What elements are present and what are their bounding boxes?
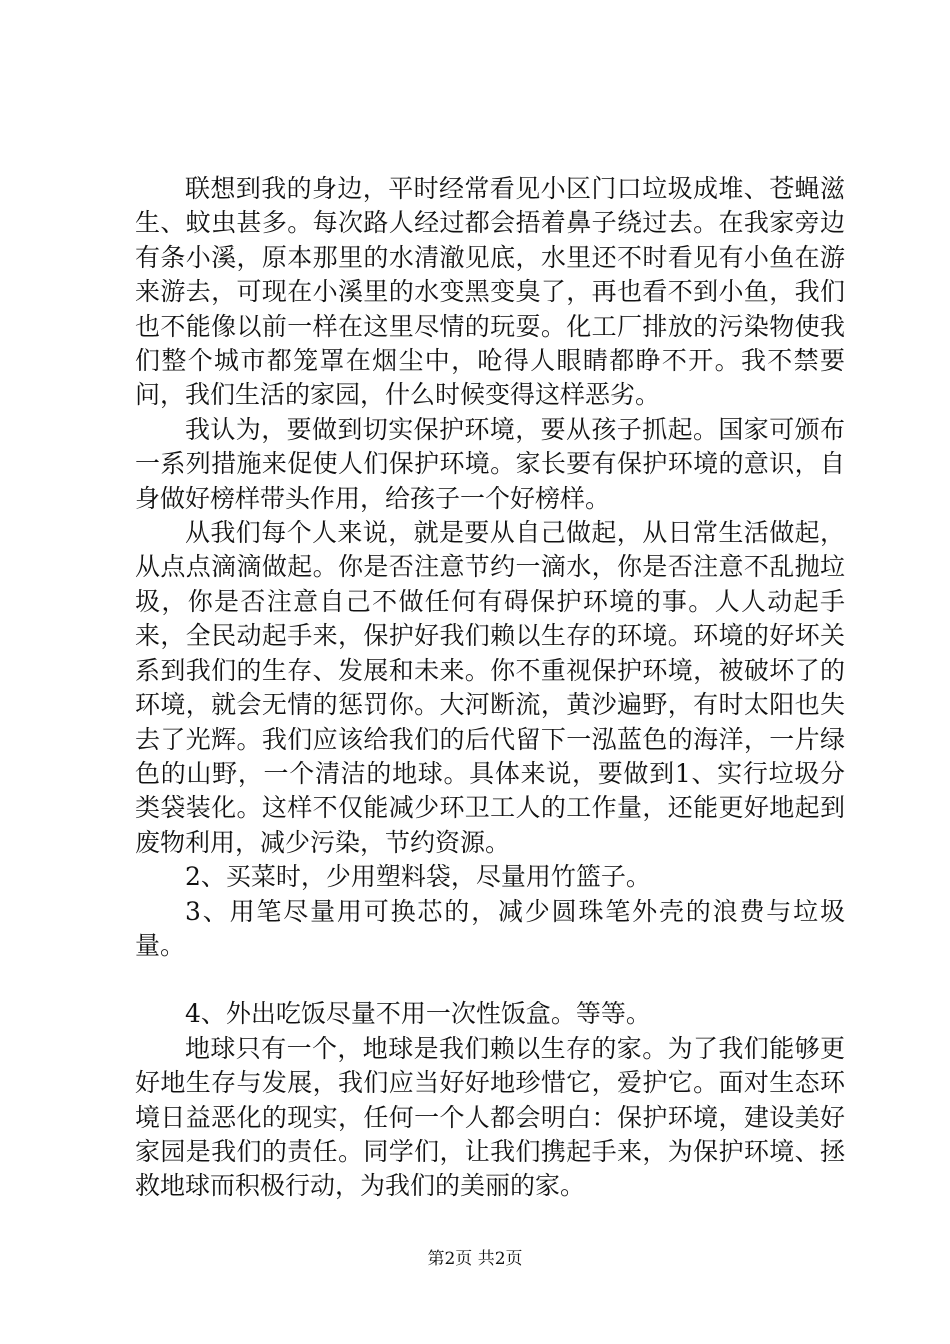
paragraph-start-with-yourself: 从我们每个人来说，就是要从自己做起，从日常生活做起，从点点滴滴做起。你是否注意节约一滴水，你是否注意不乱抛垃圾，你是否注意自己不做任何有碍保护环境的事。人人动起手来，全民动起手来，保护好我们赖以生存的环境。环境的好坏关系到我们的生存、发展和未来。你不重视保护环境，被破坏了的环境，就会无情的惩罚你。大河断流，黄沙遍野，有时太阳也失去了光辉。我们应该给我们的后代留下一泓蓝色的海洋，一片绿色的山野，一个清洁的地球。具体来说，要做到1、实行垃圾分类袋装化。这样不仅能减少环卫工人的工作量，还能更好地起到废物利用，减少污染，节约资源。 [135, 518, 845, 857]
paragraph-item-2: 2、买菜时，少用塑料袋，尽量用竹篮子。 [185, 862, 651, 892]
paragraph-conclusion: 地球只有一个，地球是我们赖以生存的家。为了我们能够更好地生存与发展，我们应当好好地珍惜它，爱护它。面对生态环境日益恶化的现实，任何一个人都会明白：保护环境，建设美好家园是我们的责任。同学们，让我们携起手来，为保护环境、拯救地球而积极行动，为我们的美丽的家。 [135, 1033, 845, 1201]
paragraph-item-4: 4、外出吃饭尽量不用一次性饭盒。等等。 [185, 999, 651, 1029]
document-body [135, 172, 845, 1204]
paragraph-start-with-children: 我认为，要做到切实保护环境，要从孩子抓起。国家可颁布一系列措施来促使人们保护环境。家长要有保护环境的意识，自身做好榜样带头作用，给孩子一个好榜样。 [135, 414, 845, 513]
paragraph-neighborhood-pollution: 联想到我的身边，平时经常看见小区门口垃圾成堆、苍蝇滋生、蚊虫甚多。每次路人经过都会捂着鼻子绕过去。在我家旁边有条小溪，原本那里的水清澈见底，水里还不时看见有小鱼在游来游去，可现在小溪里的水变黑变臭了，再也看不到小鱼，我们也不能像以前一样在这里尽情的玩耍。化工厂排放的污染物使我们整个城市都笼罩在烟尘中，呛得人眼睛都睁不开。我不禁要问，我们生活的家园，什么时候变得这样恶劣。 [135, 174, 845, 410]
paragraph-item-3: 3、用笔尽量用可换芯的，减少圆珠笔外壳的浪费与垃圾量。 [135, 896, 845, 960]
page-number-footer: 第2页 共2页 [427, 1249, 523, 1269]
